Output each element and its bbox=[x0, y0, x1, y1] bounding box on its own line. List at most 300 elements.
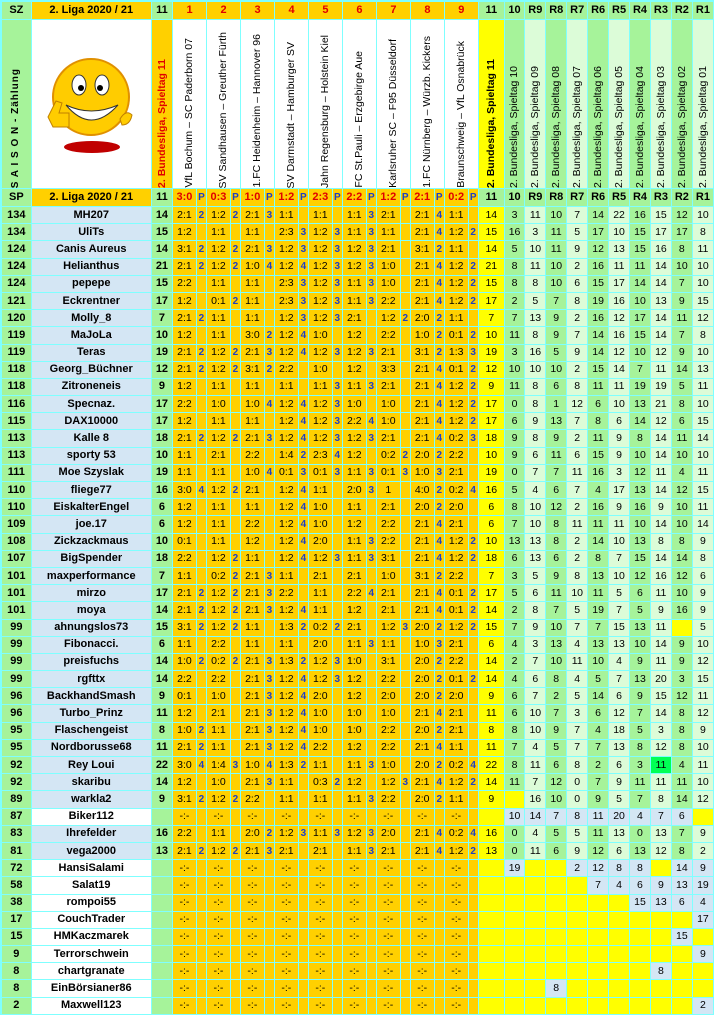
sub-round-r4: R4 bbox=[630, 189, 650, 206]
tip-score: 1:3 bbox=[445, 345, 468, 361]
tip-score: 2:1 bbox=[411, 585, 434, 601]
tip-score: -:- bbox=[377, 929, 400, 945]
round-points: 5 bbox=[525, 293, 545, 309]
row-player-name: vega2000 bbox=[32, 843, 151, 859]
round-points: 7 bbox=[567, 207, 587, 223]
round-head-r3: R3 bbox=[651, 2, 671, 19]
round-points: 14 bbox=[651, 516, 671, 532]
tip-points bbox=[367, 809, 376, 825]
tip-points: 2 bbox=[231, 482, 240, 498]
tip-score: 1:2 bbox=[173, 774, 196, 790]
tip-score: 2:0 bbox=[377, 688, 400, 704]
round-points: 7 bbox=[567, 740, 587, 756]
row-sp: 6 bbox=[152, 637, 172, 653]
round-points: 13 bbox=[630, 843, 650, 859]
round-points bbox=[588, 980, 608, 996]
tip-score: 2:0 bbox=[377, 826, 400, 842]
round-points: 11 bbox=[479, 740, 504, 756]
row-player-name: Canis Aureus bbox=[32, 241, 151, 257]
tip-score: 1:2 bbox=[343, 602, 366, 618]
tip-points: 2 bbox=[469, 413, 478, 429]
row-sz: 15 bbox=[2, 929, 31, 945]
row-player-name: HMKaczmarek bbox=[32, 929, 151, 945]
tip-points bbox=[401, 791, 410, 807]
tip-points bbox=[435, 946, 444, 962]
round-points: 4 bbox=[505, 671, 525, 687]
round-points bbox=[525, 929, 545, 945]
round-points: 13 bbox=[630, 396, 650, 412]
table-row bbox=[2, 688, 713, 704]
round-points: 11 bbox=[630, 259, 650, 275]
row-player-name: Moe Szyslak bbox=[32, 465, 151, 481]
tip-score: 1:0 bbox=[207, 688, 230, 704]
tip-score: -:- bbox=[241, 809, 264, 825]
row-sp bbox=[152, 895, 172, 911]
tip-points: 4 bbox=[469, 757, 478, 773]
row-sz: 101 bbox=[2, 585, 31, 601]
tip-score: 1:0 bbox=[377, 705, 400, 721]
tip-points: 3 bbox=[265, 740, 274, 756]
tip-score: 1:2 bbox=[275, 413, 298, 429]
tip-points bbox=[265, 293, 274, 309]
tip-points: 4 bbox=[265, 396, 274, 412]
round-name-r5-text: 2. Bundesliga, Spieltag 05 bbox=[612, 65, 625, 188]
tip-score: 1:1 bbox=[343, 276, 366, 292]
round-points: 3 bbox=[505, 207, 525, 223]
tip-score: 2:1 bbox=[241, 602, 264, 618]
tip-points bbox=[401, 723, 410, 739]
round-points: 20 bbox=[609, 809, 629, 825]
round-points bbox=[630, 912, 650, 928]
row-player-name: Maxwell123 bbox=[32, 998, 151, 1014]
round-points bbox=[567, 998, 587, 1014]
tip-score: 1:2 bbox=[343, 826, 366, 842]
round-points: 8 bbox=[567, 809, 587, 825]
tip-score: 1:2 bbox=[173, 224, 196, 240]
tip-points bbox=[333, 809, 342, 825]
tip-points bbox=[265, 929, 274, 945]
tip-points bbox=[401, 241, 410, 257]
table-row bbox=[2, 809, 713, 825]
tip-points: 3 bbox=[367, 224, 376, 240]
tip-points: 2 bbox=[231, 551, 240, 567]
round-points: 16 bbox=[588, 499, 608, 515]
result-4: 1:2 bbox=[275, 189, 298, 206]
tip-points bbox=[435, 929, 444, 945]
round-points: 13 bbox=[525, 310, 545, 326]
tip-points: 2 bbox=[231, 241, 240, 257]
tip-points: 4 bbox=[435, 207, 444, 223]
header-row-top bbox=[2, 2, 713, 19]
round-points: 11 bbox=[567, 654, 587, 670]
round-points: 17 bbox=[479, 585, 504, 601]
table-row bbox=[2, 293, 713, 309]
tip-points: 3 bbox=[333, 310, 342, 326]
row-sp bbox=[152, 809, 172, 825]
round-points: 9 bbox=[588, 791, 608, 807]
tip-points bbox=[333, 534, 342, 550]
tip-score: 1:2 bbox=[173, 293, 196, 309]
tip-points bbox=[197, 516, 206, 532]
tip-score: 3:1 bbox=[411, 568, 434, 584]
row-player-name: MaJoLa bbox=[32, 327, 151, 343]
round-points bbox=[588, 963, 608, 979]
round-points: 7 bbox=[651, 809, 671, 825]
round-points bbox=[672, 912, 692, 928]
tip-score: -:- bbox=[207, 946, 230, 962]
tip-score: 1:1 bbox=[343, 224, 366, 240]
tip-score: 2:3 bbox=[275, 276, 298, 292]
row-sp: 9 bbox=[152, 688, 172, 704]
row-sz: 101 bbox=[2, 568, 31, 584]
tip-points bbox=[401, 430, 410, 446]
row-player-name: rompoi55 bbox=[32, 895, 151, 911]
tip-points: 3 bbox=[367, 241, 376, 257]
row-sp: 6 bbox=[152, 516, 172, 532]
tip-score: -:- bbox=[377, 946, 400, 962]
round-points: 15 bbox=[630, 551, 650, 567]
round-points: 11 bbox=[525, 259, 545, 275]
tip-score: -:- bbox=[343, 998, 366, 1014]
row-sz: 83 bbox=[2, 826, 31, 842]
round-head-r5: R5 bbox=[609, 2, 629, 19]
tip-points: 4 bbox=[435, 430, 444, 446]
tip-score: 2:1 bbox=[411, 602, 434, 618]
tip-points: 4 bbox=[265, 465, 274, 481]
row-sz: 95 bbox=[2, 723, 31, 739]
tip-points bbox=[401, 963, 410, 979]
row-player-name: UliTs bbox=[32, 224, 151, 240]
tip-points: 2 bbox=[469, 379, 478, 395]
round-points: 6 bbox=[567, 448, 587, 464]
round-points: 15 bbox=[630, 224, 650, 240]
tip-points bbox=[367, 740, 376, 756]
tip-score: -:- bbox=[377, 809, 400, 825]
tip-score: 2:2 bbox=[377, 327, 400, 343]
tip-score: -:- bbox=[309, 895, 332, 911]
round-points: 9 bbox=[609, 499, 629, 515]
tip-score: 2:3 bbox=[275, 293, 298, 309]
tip-score: 1:0 bbox=[241, 259, 264, 275]
tip-points: 3 bbox=[469, 345, 478, 361]
tip-points bbox=[197, 929, 206, 945]
tip-points bbox=[265, 534, 274, 550]
row-sz: 2 bbox=[2, 998, 31, 1014]
tip-points: 3 bbox=[265, 723, 274, 739]
tip-score: 3:1 bbox=[377, 654, 400, 670]
row-sz: 134 bbox=[2, 224, 31, 240]
table-row bbox=[2, 345, 713, 361]
tip-score: 2:1 bbox=[275, 843, 298, 859]
tip-points bbox=[367, 396, 376, 412]
tip-score: 1:2 bbox=[207, 430, 230, 446]
round-points: 11 bbox=[693, 688, 713, 704]
round-points bbox=[588, 912, 608, 928]
round-name-r3-text: 2. Bundesliga, Spieltag 03 bbox=[654, 65, 667, 188]
round-points: 10 bbox=[546, 654, 566, 670]
round-points bbox=[609, 929, 629, 945]
tip-score: 1:2 bbox=[207, 259, 230, 275]
tip-points: 2 bbox=[469, 276, 478, 292]
round-points: 14 bbox=[693, 430, 713, 446]
round-points: 3 bbox=[672, 671, 692, 687]
round-points: 10 bbox=[525, 362, 545, 378]
tip-points bbox=[367, 602, 376, 618]
row-player-name: EiskalterEngel bbox=[32, 499, 151, 515]
tip-points bbox=[469, 310, 478, 326]
round-points: 10 bbox=[525, 241, 545, 257]
tip-score: 2:3 bbox=[309, 448, 332, 464]
round-points bbox=[479, 963, 504, 979]
round-points: 13 bbox=[693, 362, 713, 378]
tip-score: 0:2 bbox=[309, 620, 332, 636]
round-points: 10 bbox=[479, 327, 504, 343]
round-points: 11 bbox=[505, 379, 525, 395]
tip-points: 2 bbox=[333, 620, 342, 636]
tip-points bbox=[333, 843, 342, 859]
tip-points: 3 bbox=[367, 482, 376, 498]
tip-points bbox=[401, 843, 410, 859]
tip-score: 2:2 bbox=[445, 448, 468, 464]
tip-points bbox=[469, 963, 478, 979]
tip-points bbox=[265, 379, 274, 395]
round-points: 3 bbox=[525, 224, 545, 240]
round-head-r9: R9 bbox=[525, 2, 545, 19]
round-points: 0 bbox=[567, 791, 587, 807]
tip-points bbox=[231, 327, 240, 343]
tip-points: 2 bbox=[435, 499, 444, 515]
row-player-name: DAX10000 bbox=[32, 413, 151, 429]
tip-score: 1:2 bbox=[173, 379, 196, 395]
tip-score: 2:1 bbox=[411, 362, 434, 378]
round-points: 7 bbox=[672, 327, 692, 343]
tip-score: 1:4 bbox=[207, 757, 230, 773]
round-points: 19 bbox=[588, 293, 608, 309]
tip-score: 1:2 bbox=[275, 516, 298, 532]
result-3: 1:0 bbox=[241, 189, 264, 206]
tip-points bbox=[333, 585, 342, 601]
tip-points bbox=[197, 327, 206, 343]
tip-points: 3 bbox=[367, 465, 376, 481]
round-points bbox=[609, 912, 629, 928]
round-points: 12 bbox=[546, 499, 566, 515]
tip-points bbox=[333, 895, 342, 911]
round-points: 16 bbox=[651, 241, 671, 257]
tip-points: 4 bbox=[299, 723, 308, 739]
tip-score: 1:2 bbox=[173, 327, 196, 343]
tip-score: 2:1 bbox=[309, 568, 332, 584]
tip-score: -:- bbox=[241, 963, 264, 979]
row-player-name: Terrorschwein bbox=[32, 946, 151, 962]
round-points: 7 bbox=[546, 465, 566, 481]
round-name-r4 bbox=[630, 20, 650, 188]
tip-points: 4 bbox=[299, 327, 308, 343]
tip-points: 2 bbox=[469, 671, 478, 687]
round-name-10 bbox=[505, 20, 525, 188]
round-points: 7 bbox=[525, 654, 545, 670]
tip-points: 2 bbox=[197, 362, 206, 378]
round-points: 10 bbox=[525, 705, 545, 721]
tip-score: 2:1 bbox=[445, 637, 468, 653]
round-points: 13 bbox=[609, 241, 629, 257]
round-points: 4 bbox=[525, 826, 545, 842]
tip-points bbox=[367, 929, 376, 945]
tip-points bbox=[401, 980, 410, 996]
round-points: 11 bbox=[672, 430, 692, 446]
round-points: 14 bbox=[630, 276, 650, 292]
round-points bbox=[525, 998, 545, 1014]
round-points: 12 bbox=[693, 791, 713, 807]
round-points: 8 bbox=[630, 740, 650, 756]
round-points bbox=[567, 895, 587, 911]
round-points bbox=[651, 998, 671, 1014]
round-points: 19 bbox=[505, 860, 525, 876]
round-points: 16 bbox=[505, 224, 525, 240]
tip-score: -:- bbox=[411, 860, 434, 876]
tip-score: 2:1 bbox=[173, 259, 196, 275]
tip-score: 2:1 bbox=[411, 826, 434, 842]
row-sp: 14 bbox=[152, 774, 172, 790]
round-points bbox=[651, 929, 671, 945]
tip-points: 2 bbox=[197, 259, 206, 275]
round-points: 18 bbox=[479, 430, 504, 446]
tip-points: 4 bbox=[299, 688, 308, 704]
round-points: 7 bbox=[505, 740, 525, 756]
round-points: 5 bbox=[567, 602, 587, 618]
tip-score: 1:2 bbox=[377, 310, 400, 326]
round-points: 3 bbox=[609, 465, 629, 481]
tip-points: 4 bbox=[435, 740, 444, 756]
tip-score: 1:2 bbox=[343, 259, 366, 275]
round-points: 10 bbox=[630, 516, 650, 532]
table-row bbox=[2, 895, 713, 911]
tip-points bbox=[333, 723, 342, 739]
tip-score: 2:1 bbox=[241, 207, 264, 223]
tip-points: 3 bbox=[299, 224, 308, 240]
round-points: 10 bbox=[672, 516, 692, 532]
p-label: P bbox=[333, 189, 342, 206]
round-points: 12 bbox=[672, 688, 692, 704]
tip-points bbox=[197, 688, 206, 704]
row-sz: 118 bbox=[2, 362, 31, 378]
tip-score: 0:1 bbox=[275, 465, 298, 481]
row-player-name: Eckrentner bbox=[32, 293, 151, 309]
tip-points: 2 bbox=[435, 448, 444, 464]
tip-score: 1:1 bbox=[445, 740, 468, 756]
tip-points: 3 bbox=[333, 379, 342, 395]
tip-points bbox=[333, 482, 342, 498]
round-points: 14 bbox=[479, 774, 504, 790]
round-points: 11 bbox=[672, 310, 692, 326]
tip-points bbox=[367, 620, 376, 636]
round-points bbox=[588, 946, 608, 962]
round-points bbox=[567, 963, 587, 979]
tip-score: 2:1 bbox=[241, 671, 264, 687]
round-points: 12 bbox=[630, 568, 650, 584]
round-points: 14 bbox=[651, 482, 671, 498]
tip-score: 1:1 bbox=[309, 207, 332, 223]
round-points: 9 bbox=[479, 791, 504, 807]
tip-score: 3:1 bbox=[241, 362, 264, 378]
tip-score: 1:1 bbox=[207, 224, 230, 240]
tip-score: 1:1 bbox=[207, 534, 230, 550]
round-points: 8 bbox=[672, 241, 692, 257]
row-sz: 121 bbox=[2, 293, 31, 309]
round-points bbox=[505, 946, 525, 962]
row-sz: 89 bbox=[2, 791, 31, 807]
round-points: 10 bbox=[546, 362, 566, 378]
tip-points: 3 bbox=[367, 637, 376, 653]
tip-points bbox=[401, 998, 410, 1014]
tip-points bbox=[401, 293, 410, 309]
round-points: 7 bbox=[525, 774, 545, 790]
tip-score: 1:1 bbox=[275, 791, 298, 807]
round-points bbox=[567, 946, 587, 962]
round-points: 6 bbox=[546, 843, 566, 859]
tip-score: 1:2 bbox=[207, 602, 230, 618]
tip-score: 2:1 bbox=[411, 259, 434, 275]
fixture-name-1-text: VfL Bochum – SC Paderborn 07 bbox=[183, 38, 196, 188]
tip-points bbox=[469, 448, 478, 464]
tip-points: 4 bbox=[299, 430, 308, 446]
tip-points bbox=[231, 946, 240, 962]
fixture-name-5 bbox=[309, 20, 342, 188]
round-points: 11 bbox=[693, 379, 713, 395]
tip-points: 3 bbox=[367, 379, 376, 395]
tip-points: 4 bbox=[435, 516, 444, 532]
round-points: 10 bbox=[588, 654, 608, 670]
table-row bbox=[2, 327, 713, 343]
tip-score: 2:2 bbox=[173, 826, 196, 842]
tip-points: 3 bbox=[367, 345, 376, 361]
season-label bbox=[2, 20, 31, 188]
tip-score: -:- bbox=[411, 809, 434, 825]
tip-score: 1:1 bbox=[309, 826, 332, 842]
tip-points bbox=[367, 362, 376, 378]
round-points: 7 bbox=[567, 620, 587, 636]
round-points: 5 bbox=[546, 740, 566, 756]
round-points bbox=[567, 912, 587, 928]
round-points: 9 bbox=[630, 688, 650, 704]
tip-score: 2:2 bbox=[241, 516, 264, 532]
tip-points: 2 bbox=[469, 224, 478, 240]
tip-score: -:- bbox=[309, 963, 332, 979]
tip-score: 2:0 bbox=[445, 499, 468, 515]
round-name-r6 bbox=[588, 20, 608, 188]
round-points: 7 bbox=[630, 791, 650, 807]
round-points: 11 bbox=[546, 448, 566, 464]
tip-score: 1:1 bbox=[241, 620, 264, 636]
round-points: 6 bbox=[546, 757, 566, 773]
row-sp: 17 bbox=[152, 413, 172, 429]
round-points bbox=[525, 860, 545, 876]
tip-points: 2 bbox=[469, 551, 478, 567]
tip-points: 2 bbox=[299, 448, 308, 464]
round-points: 9 bbox=[546, 723, 566, 739]
tip-score: 1:1 bbox=[343, 534, 366, 550]
round-points: 9 bbox=[672, 654, 692, 670]
round-head-10: 10 bbox=[505, 2, 525, 19]
tip-points: 2 bbox=[435, 688, 444, 704]
tip-points: 3 bbox=[265, 430, 274, 446]
tip-points: 2 bbox=[469, 774, 478, 790]
row-player-name: Zitroneneis bbox=[32, 379, 151, 395]
round-points: 9 bbox=[505, 430, 525, 446]
row-player-name: ahnungslos73 bbox=[32, 620, 151, 636]
round-points: 10 bbox=[693, 207, 713, 223]
round-points: 14 bbox=[651, 259, 671, 275]
fixture-number-8: 8 bbox=[411, 2, 444, 19]
